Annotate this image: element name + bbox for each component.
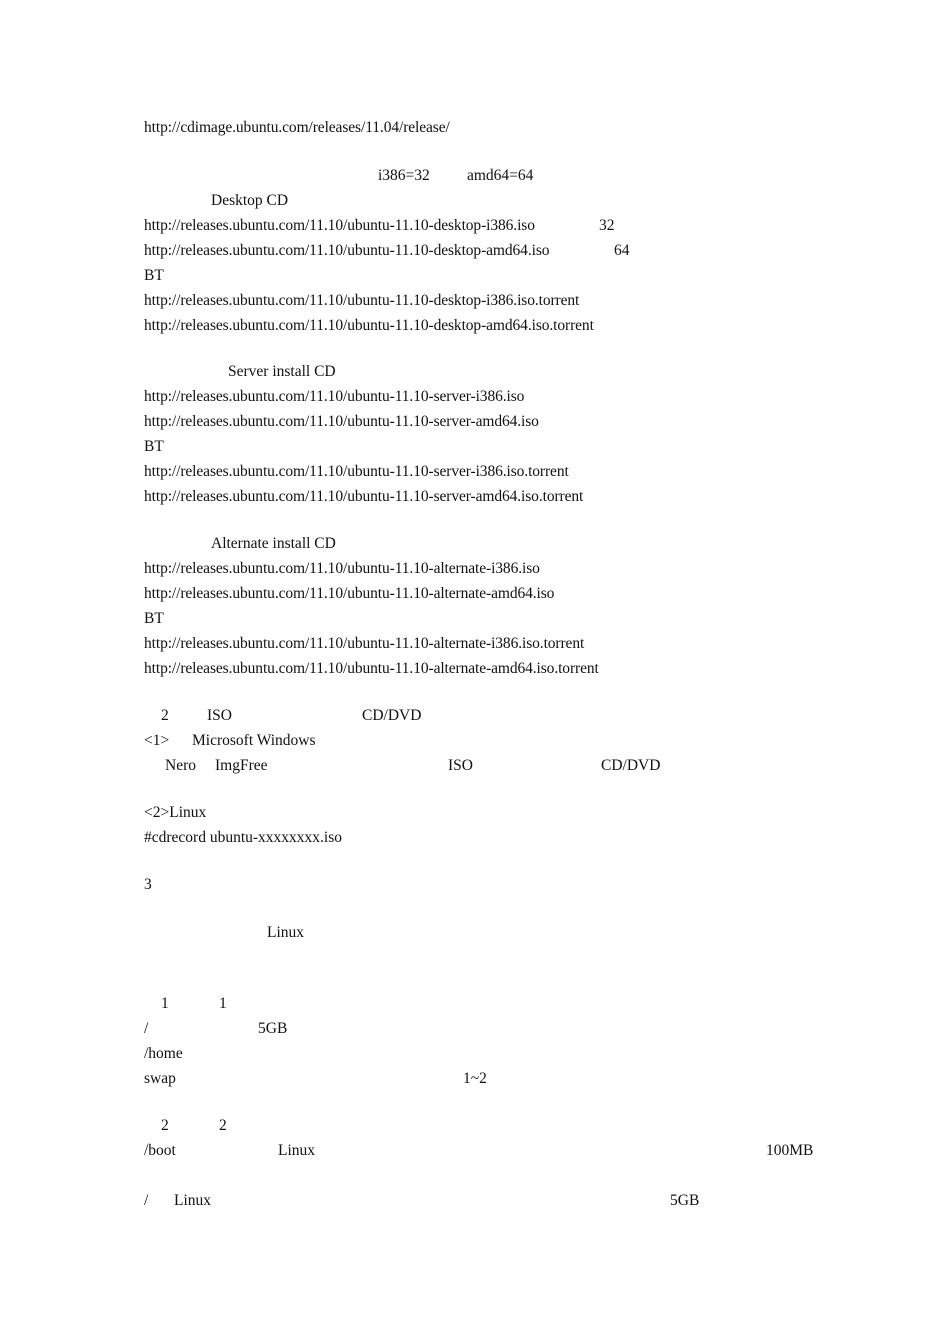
server-bt-label: BT: [144, 438, 164, 455]
scheme2-boot-linux: Linux: [278, 1142, 316, 1159]
scheme2-root-mount: /: [144, 1192, 149, 1209]
burn-tool-nero: Nero: [165, 757, 196, 774]
alternate-torrent-i386-link[interactable]: http://releases.ubuntu.com/11.10/ubuntu-11.10-alternate-i386.iso.torrent: [144, 635, 585, 652]
scheme1-number-b: 1: [219, 995, 227, 1012]
burn-windows-marker: <1>: [144, 732, 170, 749]
desktop-torrent-i386-link[interactable]: http://releases.ubuntu.com/11.10/ubuntu-11.10-desktop-i386.iso.torrent: [144, 292, 580, 309]
desktop-iso-i386-bits: 32: [599, 217, 615, 234]
scheme2-number-b: 2: [219, 1117, 227, 1134]
burn-windows-iso: ISO: [448, 757, 473, 774]
server-torrent-amd64-link[interactable]: http://releases.ubuntu.com/11.10/ubuntu-11.10-server-amd64.iso.torrent: [144, 488, 584, 505]
server-torrent-i386-link[interactable]: http://releases.ubuntu.com/11.10/ubuntu-11.10-server-i386.iso.torrent: [144, 463, 569, 480]
scheme2-boot-mount: /boot: [144, 1142, 176, 1159]
install-section-number: 3: [144, 876, 152, 893]
desktop-iso-amd64-bits: 64: [614, 242, 630, 259]
scheme1-root-size: 5GB: [258, 1020, 288, 1037]
burn-linux-command: #cdrecord ubuntu-xxxxxxxx.iso: [144, 829, 343, 846]
alternate-bt-label: BT: [144, 610, 164, 627]
server-iso-i386-link[interactable]: http://releases.ubuntu.com/11.10/ubuntu-11.10-server-i386.iso: [144, 388, 525, 405]
burn-section-number: 2: [161, 707, 169, 724]
alternate-iso-i386-link[interactable]: http://releases.ubuntu.com/11.10/ubuntu-11.10-alternate-i386.iso: [144, 560, 540, 577]
scheme1-number-a: 1: [161, 995, 169, 1012]
burn-iso-label: ISO: [207, 707, 232, 724]
arch-note-i386: i386=32: [378, 167, 430, 184]
alternate-torrent-amd64-link[interactable]: http://releases.ubuntu.com/11.10/ubuntu-11.10-alternate-amd64.iso.torrent: [144, 660, 599, 677]
scheme1-root-mount: /: [144, 1020, 149, 1037]
alternate-heading: Alternate install CD: [211, 535, 336, 552]
arch-note-amd64: amd64=64: [467, 167, 534, 184]
server-iso-amd64-link[interactable]: http://releases.ubuntu.com/11.10/ubuntu-11.10-server-amd64.iso: [144, 413, 539, 430]
scheme2-number-a: 2: [161, 1117, 169, 1134]
release-url[interactable]: http://cdimage.ubuntu.com/releases/11.04/release/: [144, 119, 450, 136]
scheme1-home-mount: /home: [144, 1045, 183, 1062]
scheme2-boot-size: 100MB: [766, 1142, 814, 1159]
desktop-heading: Desktop CD: [211, 192, 289, 209]
alternate-iso-amd64-link[interactable]: http://releases.ubuntu.com/11.10/ubuntu-11.10-alternate-amd64.iso: [144, 585, 555, 602]
burn-windows-os: Microsoft Windows: [192, 732, 316, 749]
scheme1-swap-ratio: 1~2: [463, 1070, 487, 1087]
scheme2-root-linux: Linux: [174, 1192, 212, 1209]
desktop-iso-i386-link[interactable]: http://releases.ubuntu.com/11.10/ubuntu-11.10-desktop-i386.iso: [144, 217, 535, 234]
install-linux-label: Linux: [267, 924, 305, 941]
scheme1-swap-mount: swap: [144, 1070, 176, 1087]
burn-media-label: CD/DVD: [362, 707, 422, 724]
burn-tool-imgfree: ImgFree: [215, 757, 268, 774]
desktop-bt-label: BT: [144, 267, 164, 284]
scheme2-root-size: 5GB: [670, 1192, 700, 1209]
burn-linux-marker: <2>Linux: [144, 804, 207, 821]
desktop-iso-amd64-link[interactable]: http://releases.ubuntu.com/11.10/ubuntu-11.10-desktop-amd64.iso: [144, 242, 550, 259]
burn-windows-media: CD/DVD: [601, 757, 661, 774]
server-heading: Server install CD: [228, 363, 336, 380]
desktop-torrent-amd64-link[interactable]: http://releases.ubuntu.com/11.10/ubuntu-11.10-desktop-amd64.iso.torrent: [144, 317, 594, 334]
